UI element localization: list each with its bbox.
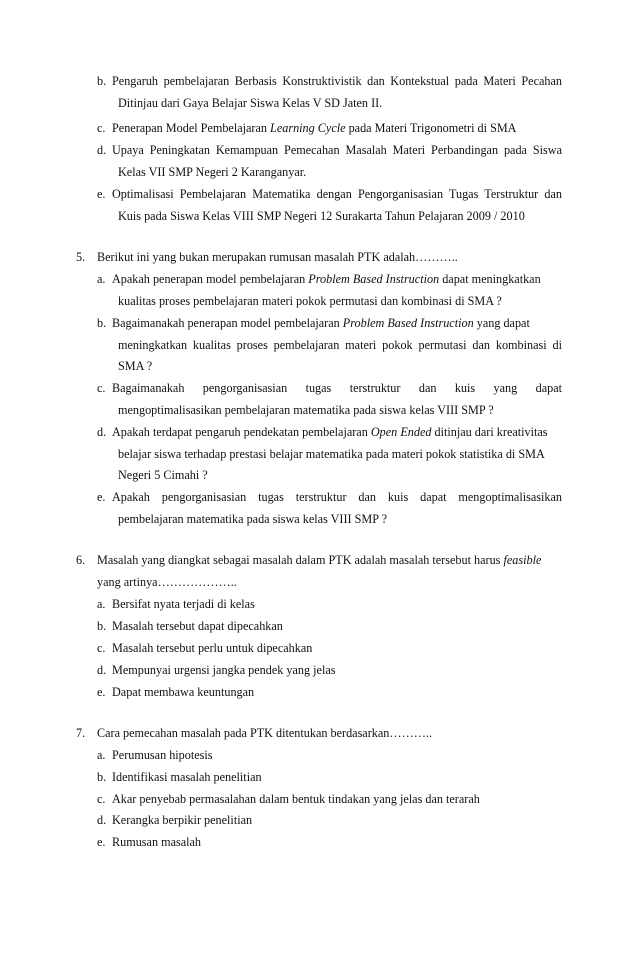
- option-text: Akar penyebab permasalahan dalam bentuk tindakan yang jelas dan terarah: [112, 792, 480, 806]
- option-text: Penerapan Model Pembelajaran Learning Cycle pada Materi Trigonometri di SMA: [112, 121, 517, 135]
- question-text-line-2: yang artinya………………..: [97, 575, 237, 589]
- option-text-line-1: Apakah pengorganisasian tugas terstruktur dan kuis dapat mengoptimalisasikan: [112, 490, 562, 504]
- option-text-line-2: meningkatkan kualitas proses pembelajaran materi pokok permutasi dan kombinasi di: [118, 338, 562, 352]
- option-text: Identifikasi masalah penelitian: [112, 770, 262, 784]
- option-text: Bersifat nyata terjadi di kelas: [112, 597, 255, 611]
- option-letter: c.: [97, 641, 106, 655]
- option-letter: b.: [97, 619, 107, 633]
- option-text: Mempunyai urgensi jangka pendek yang jelas: [112, 663, 336, 677]
- option-text: Kerangka berpikir penelitian: [112, 813, 253, 827]
- option-text-line-1: Apakah terdapat pengaruh pendekatan pembelajaran Open Ended ditinjau dari kreativitas: [112, 425, 548, 439]
- option-text: Perumusan hipotesis: [112, 748, 213, 762]
- question-text-line-1: Masalah yang diangkat sebagai masalah dalam PTK adalah masalah tersebut harus feasible: [97, 553, 542, 567]
- option-text-line-2: kualitas proses pembelajaran materi pokok permutasi dan kombinasi di SMA ?: [118, 294, 502, 308]
- question-number: 7.: [76, 726, 86, 740]
- option-text-line-1: Apakah penerapan model pembelajaran Problem Based Instruction dapat meningkatkan: [112, 272, 541, 286]
- option-letter: e.: [97, 490, 106, 504]
- option-text: Masalah tersebut dapat dipecahkan: [112, 619, 283, 633]
- option-text-line-2: mengoptimalisasikan pembelajaran matematika pada siswa kelas VIII SMP ?: [118, 403, 494, 417]
- question-text: Cara pemecahan masalah pada PTK ditentukan berdasarkan………..: [97, 726, 433, 740]
- option-letter: a.: [97, 748, 106, 762]
- question-number: 6.: [76, 553, 86, 567]
- option-text-line-1: Optimalisasi Pembelajaran Matematika dengan Pengorganisasian Tugas Terstruktur dan: [112, 187, 562, 201]
- option-letter: c.: [97, 792, 106, 806]
- option-text: Dapat membawa keuntungan: [112, 685, 255, 699]
- option-letter: c.: [97, 381, 106, 395]
- question-text: Berikut ini yang bukan merupakan rumusan masalah PTK adalah………..: [97, 250, 458, 264]
- option-letter: d.: [97, 813, 107, 827]
- option-text: Masalah tersebut perlu untuk dipecahkan: [112, 641, 313, 655]
- option-text: Rumusan masalah: [112, 835, 202, 849]
- option-text-line-2: Kelas VII SMP Negeri 2 Karanganyar.: [118, 165, 307, 179]
- option-text-line-3: Negeri 5 Cimahi ?: [118, 468, 208, 482]
- option-letter: b.: [97, 770, 107, 784]
- option-letter: b.: [97, 74, 107, 88]
- option-text-line-2: Kuis pada Siswa Kelas VIII SMP Negeri 12 Surakarta Tahun Pelajaran 2009 / 2010: [118, 209, 525, 223]
- option-letter: a.: [97, 597, 106, 611]
- option-letter: b.: [97, 316, 107, 330]
- option-text-line-2: belajar siswa terhadap prestasi belajar matematika pada materi pokok statistika di SMA: [118, 447, 545, 461]
- option-letter: c.: [97, 121, 106, 135]
- option-text-line-2: Ditinjau dari Gaya Belajar Siswa Kelas V SD Jaten II.: [118, 96, 383, 110]
- option-letter: d.: [97, 143, 107, 157]
- option-text-line-2: pembelajaran matematika pada siswa kelas VIII SMP ?: [118, 512, 388, 526]
- question-number: 5.: [76, 250, 86, 264]
- option-letter: d.: [97, 425, 107, 439]
- option-text-line-1: Bagaimanakah pengorganisasian tugas terstruktur dan kuis yang dapat: [112, 381, 562, 395]
- option-letter: e.: [97, 835, 106, 849]
- option-text-line-1: Upaya Peningkatan Kemampuan Pemecahan Masalah Materi Perbandingan pada Siswa: [112, 143, 562, 157]
- option-text-line-1: Pengaruh pembelajaran Berbasis Konstruktivistik dan Kontekstual pada Materi Pecahan: [112, 74, 562, 88]
- option-text-line-1: Bagaimanakah penerapan model pembelajaran Problem Based Instruction yang dapat: [112, 316, 530, 330]
- option-letter: e.: [97, 685, 106, 699]
- option-letter: a.: [97, 272, 106, 286]
- option-letter: e.: [97, 187, 106, 201]
- option-text-line-3: SMA ?: [118, 359, 153, 373]
- option-letter: d.: [97, 663, 107, 677]
